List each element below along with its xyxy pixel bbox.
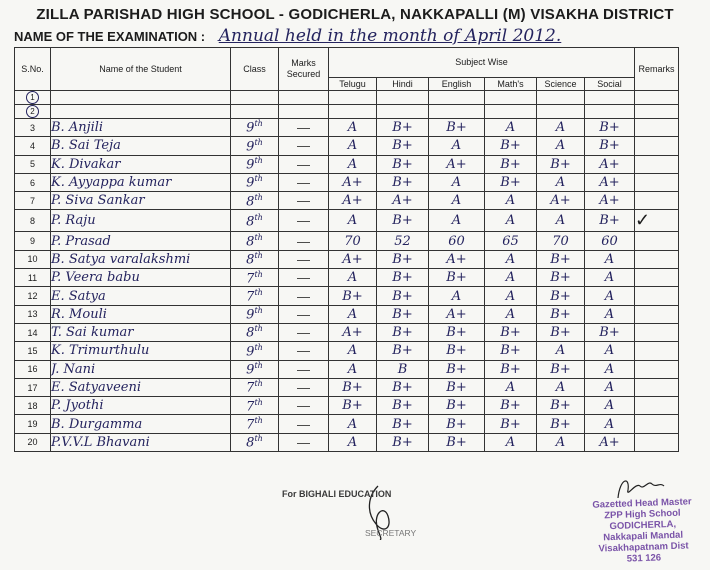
marks-secured: — xyxy=(279,287,329,305)
grade-cell: B+ xyxy=(377,305,429,323)
grade-cell: B+ xyxy=(429,378,485,396)
grade-cell: A xyxy=(485,192,537,210)
remark-cell xyxy=(635,397,679,415)
marks-secured: — xyxy=(279,232,329,250)
marks-secured: — xyxy=(279,305,329,323)
student-name: T. Sai kumar xyxy=(51,323,231,341)
grade-cell: A+ xyxy=(377,192,429,210)
grade-cell: B+ xyxy=(485,173,537,191)
student-name: B. Sai Teja xyxy=(51,137,231,155)
grade-cell: A xyxy=(329,342,377,360)
grade-cell: A+ xyxy=(585,192,635,210)
marks-secured: — xyxy=(279,360,329,378)
row-sno: 2 xyxy=(15,105,51,119)
marks-secured: — xyxy=(279,323,329,341)
grade-cell: A xyxy=(485,287,537,305)
row-sno: 14 xyxy=(15,323,51,341)
table-row xyxy=(15,415,679,433)
marks-secured xyxy=(279,91,329,105)
grade-cell: A xyxy=(429,192,485,210)
grade-cell: B+ xyxy=(377,323,429,341)
grade-cell: A xyxy=(537,173,585,191)
grade-cell: 65 xyxy=(485,232,537,250)
grade-cell: B+ xyxy=(377,137,429,155)
grade-cell xyxy=(377,91,429,105)
grade-cell xyxy=(537,105,585,119)
student-name: P. Siva Sankar xyxy=(51,192,231,210)
grade-cell: A xyxy=(537,210,585,232)
student-name xyxy=(51,105,231,119)
grade-cell: A+ xyxy=(585,433,635,451)
student-class xyxy=(231,105,279,119)
grade-cell: 52 xyxy=(377,232,429,250)
student-class: 9th xyxy=(231,119,279,137)
grade-cell: A+ xyxy=(537,192,585,210)
stamp-line: GODICHERLA, xyxy=(609,518,677,533)
grade-cell: B+ xyxy=(537,305,585,323)
marks-secured: — xyxy=(279,119,329,137)
stamp-line: 531 126 xyxy=(626,552,662,565)
table-row xyxy=(15,397,679,415)
grade-cell: B+ xyxy=(537,287,585,305)
remark-cell xyxy=(635,105,679,119)
table-row xyxy=(15,173,679,191)
stamp-line: Gazetted Head Master xyxy=(592,496,692,511)
grade-cell: A+ xyxy=(585,173,635,191)
grade-cell: B+ xyxy=(485,342,537,360)
row-sno: 6 xyxy=(15,173,51,191)
student-name: B. Anjili xyxy=(51,119,231,137)
grade-cell: A xyxy=(485,250,537,268)
marks-secured: — xyxy=(279,433,329,451)
marks-secured: — xyxy=(279,269,329,287)
table-row xyxy=(15,342,679,360)
student-class: 8th xyxy=(231,323,279,341)
student-name: B. Satya varalakshmi xyxy=(51,250,231,268)
remark-cell xyxy=(635,378,679,396)
marks-secured: — xyxy=(279,342,329,360)
grade-cell: B+ xyxy=(377,342,429,360)
grade-cell: A xyxy=(329,119,377,137)
grade-cell xyxy=(377,105,429,119)
grade-cell: B+ xyxy=(585,323,635,341)
student-name xyxy=(51,91,231,105)
marks-secured: — xyxy=(279,173,329,191)
grade-cell xyxy=(485,91,537,105)
grade-cell: B+ xyxy=(537,269,585,287)
grade-cell: A xyxy=(329,155,377,173)
row-sno: 11 xyxy=(15,269,51,287)
table-row xyxy=(15,232,679,250)
headmaster-stamp xyxy=(579,496,707,566)
grade-cell xyxy=(485,105,537,119)
row-sno: 7 xyxy=(15,192,51,210)
table-row xyxy=(15,378,679,396)
table-row xyxy=(15,155,679,173)
grade-cell: A+ xyxy=(429,155,485,173)
marks-table xyxy=(14,47,679,452)
student-class: 7th xyxy=(231,287,279,305)
grade-cell: B+ xyxy=(377,269,429,287)
remark-cell xyxy=(635,415,679,433)
grade-cell: B+ xyxy=(585,119,635,137)
grade-cell: B+ xyxy=(377,397,429,415)
grade-cell xyxy=(537,91,585,105)
remark-cell xyxy=(635,155,679,173)
table-row xyxy=(15,192,679,210)
col-science: Science xyxy=(537,78,585,91)
student-class: 9th xyxy=(231,342,279,360)
student-class: 8th xyxy=(231,250,279,268)
grade-cell: B+ xyxy=(485,360,537,378)
row-sno: 15 xyxy=(15,342,51,360)
grade-cell: B+ xyxy=(377,378,429,396)
table-row xyxy=(15,119,679,137)
student-name: R. Mouli xyxy=(51,305,231,323)
remark-cell xyxy=(635,119,679,137)
marks-secured: — xyxy=(279,415,329,433)
grade-cell: A xyxy=(329,433,377,451)
marks-secured: — xyxy=(279,378,329,396)
table-row xyxy=(15,433,679,451)
student-name: E. Satyaveeni xyxy=(51,378,231,396)
student-name: P. Raju xyxy=(51,210,231,232)
grade-cell: B+ xyxy=(485,137,537,155)
grade-cell: A xyxy=(329,305,377,323)
col-sno: S.No. xyxy=(15,48,51,91)
student-name: B. Durgamma xyxy=(51,415,231,433)
grade-cell: A xyxy=(585,250,635,268)
row-sno: 9 xyxy=(15,232,51,250)
exam-line xyxy=(14,26,561,46)
remark-cell xyxy=(635,287,679,305)
table-row xyxy=(15,105,679,119)
grade-cell: A xyxy=(429,210,485,232)
grade-cell: 70 xyxy=(329,232,377,250)
student-class: 7th xyxy=(231,269,279,287)
grade-cell xyxy=(329,91,377,105)
row-sno: 12 xyxy=(15,287,51,305)
grade-cell: A xyxy=(485,269,537,287)
row-sno: 18 xyxy=(15,397,51,415)
student-name: K. Divakar xyxy=(51,155,231,173)
grade-cell: B+ xyxy=(377,210,429,232)
col-subject-wise: Subject Wise xyxy=(329,48,635,78)
row-sno: 5 xyxy=(15,155,51,173)
student-class: 7th xyxy=(231,415,279,433)
grade-cell: B+ xyxy=(429,415,485,433)
grade-cell: B+ xyxy=(537,360,585,378)
grade-cell: B+ xyxy=(537,415,585,433)
grade-cell: B+ xyxy=(377,250,429,268)
col-marks: Marks Secured xyxy=(279,48,329,91)
student-class: 8th xyxy=(231,433,279,451)
grade-cell: A xyxy=(585,305,635,323)
grade-cell: A xyxy=(537,378,585,396)
grade-cell: A+ xyxy=(429,305,485,323)
grade-cell: A xyxy=(485,119,537,137)
footer-org: For BIGHALI EDUCATION xyxy=(282,489,392,499)
student-name: J. Nani xyxy=(51,360,231,378)
col-telugu: Telugu xyxy=(329,78,377,91)
student-class: 7th xyxy=(231,397,279,415)
grade-cell: A xyxy=(585,287,635,305)
student-class: 9th xyxy=(231,305,279,323)
row-sno: 20 xyxy=(15,433,51,451)
grade-cell: A xyxy=(585,415,635,433)
grade-cell xyxy=(429,105,485,119)
student-name: E. Satya xyxy=(51,287,231,305)
remark-cell xyxy=(635,305,679,323)
remark-cell xyxy=(635,360,679,378)
grade-cell: A xyxy=(585,360,635,378)
grade-cell: 70 xyxy=(537,232,585,250)
grade-cell: A+ xyxy=(329,323,377,341)
grade-cell: B+ xyxy=(485,397,537,415)
grade-cell: B+ xyxy=(429,360,485,378)
grade-cell: B+ xyxy=(377,173,429,191)
grade-cell: B+ xyxy=(537,397,585,415)
remark-cell xyxy=(635,433,679,451)
grade-cell xyxy=(329,105,377,119)
remark-cell xyxy=(635,91,679,105)
grade-cell: A+ xyxy=(429,250,485,268)
table-row xyxy=(15,269,679,287)
grade-cell: B xyxy=(377,360,429,378)
grade-cell: B+ xyxy=(485,323,537,341)
grade-cell: A xyxy=(485,210,537,232)
student-class xyxy=(231,91,279,105)
grade-cell: B+ xyxy=(485,415,537,433)
grade-cell: B+ xyxy=(537,250,585,268)
marks-table-body xyxy=(15,91,679,452)
exam-value: Annual held in the month of April 2012. xyxy=(218,26,562,46)
remark-cell xyxy=(635,232,679,250)
grade-cell: B+ xyxy=(485,155,537,173)
remark-cell xyxy=(635,137,679,155)
grade-cell: A+ xyxy=(585,155,635,173)
grade-cell: A xyxy=(537,137,585,155)
remark-cell xyxy=(635,250,679,268)
row-sno: 10 xyxy=(15,250,51,268)
remark-cell xyxy=(635,342,679,360)
grade-cell: A xyxy=(429,173,485,191)
student-name: P.V.V.L Bhavani xyxy=(51,433,231,451)
grade-cell: A xyxy=(485,305,537,323)
student-name: P. Veera babu xyxy=(51,269,231,287)
grade-cell: A xyxy=(329,137,377,155)
remark-cell xyxy=(635,173,679,191)
row-sno: 17 xyxy=(15,378,51,396)
grade-cell: A xyxy=(585,342,635,360)
student-class: 8th xyxy=(231,232,279,250)
school-title: ZILLA PARISHAD HIGH SCHOOL - GODICHERLA, NAKKAPALLI (M) VISAKHA DISTRICT xyxy=(36,6,674,23)
grade-cell: B+ xyxy=(377,287,429,305)
grade-cell: 60 xyxy=(429,232,485,250)
grade-cell xyxy=(585,91,635,105)
row-sno: 4 xyxy=(15,137,51,155)
table-row xyxy=(15,287,679,305)
row-sno: 16 xyxy=(15,360,51,378)
row-sno: 13 xyxy=(15,305,51,323)
grade-cell: B+ xyxy=(429,269,485,287)
grade-cell: A xyxy=(429,287,485,305)
marks-secured: — xyxy=(279,137,329,155)
grade-cell: A+ xyxy=(329,173,377,191)
student-class: 7th xyxy=(231,378,279,396)
grade-cell: B+ xyxy=(585,210,635,232)
grade-cell: A+ xyxy=(329,192,377,210)
grade-cell xyxy=(429,91,485,105)
grade-cell xyxy=(585,105,635,119)
row-sno: 19 xyxy=(15,415,51,433)
table-row xyxy=(15,210,679,232)
grade-cell: A xyxy=(537,433,585,451)
grade-cell: A xyxy=(537,119,585,137)
grade-cell: B+ xyxy=(429,342,485,360)
remark-cell: ✓ xyxy=(635,210,679,232)
marks-secured: — xyxy=(279,155,329,173)
marks-secured: — xyxy=(279,250,329,268)
col-maths: Math's xyxy=(485,78,537,91)
table-row xyxy=(15,91,679,105)
grade-cell: A xyxy=(329,210,377,232)
col-hindi: Hindi xyxy=(377,78,429,91)
remark-cell xyxy=(635,269,679,287)
row-sno: 3 xyxy=(15,119,51,137)
student-class: 9th xyxy=(231,137,279,155)
grade-cell: B+ xyxy=(585,137,635,155)
table-row xyxy=(15,360,679,378)
grade-cell: B+ xyxy=(377,119,429,137)
col-class: Class xyxy=(231,48,279,91)
col-social: Social xyxy=(585,78,635,91)
row-sno: 8 xyxy=(15,210,51,232)
marks-secured: — xyxy=(279,397,329,415)
marks-secured: — xyxy=(279,192,329,210)
grade-cell: A xyxy=(485,378,537,396)
student-class: 8th xyxy=(231,210,279,232)
stamp-line: Visakhapatnam Dist xyxy=(598,540,689,555)
table-row xyxy=(15,323,679,341)
table-row xyxy=(15,137,679,155)
stamp-line: Nakkapali Mandal xyxy=(603,529,684,544)
grade-cell: B+ xyxy=(429,433,485,451)
grade-cell: B+ xyxy=(429,119,485,137)
marks-secured: — xyxy=(279,210,329,232)
grade-cell: B+ xyxy=(429,397,485,415)
grade-cell: A xyxy=(585,269,635,287)
grade-cell: B+ xyxy=(537,323,585,341)
table-row xyxy=(15,250,679,268)
grade-cell: 60 xyxy=(585,232,635,250)
col-name: Name of the Student xyxy=(51,48,231,91)
grade-cell: B+ xyxy=(429,323,485,341)
grade-cell: B+ xyxy=(329,378,377,396)
row-sno: 1 xyxy=(15,91,51,105)
exam-label: NAME OF THE EXAMINATION : xyxy=(14,29,206,44)
student-name: P. Prasad xyxy=(51,232,231,250)
grade-cell: A xyxy=(429,137,485,155)
grade-cell: A xyxy=(585,378,635,396)
student-name: P. Jyothi xyxy=(51,397,231,415)
grade-cell: B+ xyxy=(377,433,429,451)
remark-cell xyxy=(635,323,679,341)
student-name: K. Ayyappa kumar xyxy=(51,173,231,191)
stamp-line: ZPP High School xyxy=(604,507,681,522)
grade-cell: B+ xyxy=(377,155,429,173)
grade-cell: A xyxy=(585,397,635,415)
grade-cell: B+ xyxy=(377,415,429,433)
student-class: 8th xyxy=(231,192,279,210)
grade-cell: A xyxy=(485,433,537,451)
grade-cell: B+ xyxy=(329,397,377,415)
marks-secured xyxy=(279,105,329,119)
grade-cell: A xyxy=(329,360,377,378)
remark-cell xyxy=(635,192,679,210)
grade-cell: A xyxy=(329,269,377,287)
col-english: English xyxy=(429,78,485,91)
grade-cell: B+ xyxy=(537,155,585,173)
table-row xyxy=(15,305,679,323)
student-class: 9th xyxy=(231,155,279,173)
grade-cell: A xyxy=(537,342,585,360)
footer-secretary: SECRETARY xyxy=(365,528,417,538)
student-class: 9th xyxy=(231,360,279,378)
grade-cell: A+ xyxy=(329,250,377,268)
grade-cell: A xyxy=(329,415,377,433)
student-name: K. Trimurthulu xyxy=(51,342,231,360)
col-remarks: Remarks xyxy=(635,48,679,91)
grade-cell: B+ xyxy=(329,287,377,305)
student-class: 9th xyxy=(231,173,279,191)
